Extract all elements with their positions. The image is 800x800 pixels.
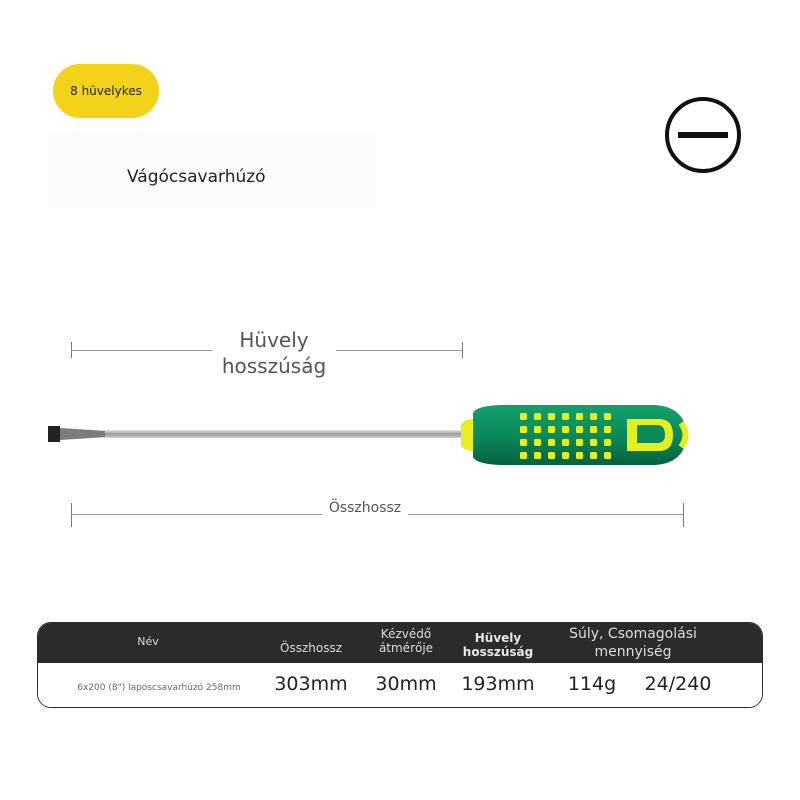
header-name: Név: [137, 635, 159, 648]
cell-weight: 114g: [567, 673, 617, 695]
screwdriver-shaft: [105, 430, 465, 438]
product-subtitle: Vágócsavarhúzó: [127, 167, 266, 187]
size-badge-label: 8 hüvelykes: [70, 84, 142, 98]
header-shaft-length: Hüvely hosszúság: [462, 631, 534, 659]
header-total-length: Összhossz: [280, 641, 342, 655]
total-length-label: Összhossz: [322, 500, 408, 516]
cell-pack: 24/240: [644, 673, 712, 695]
header-guard-diameter: Kézvédő átmérője: [378, 627, 434, 655]
size-badge: [53, 64, 159, 118]
shaft-length-label: Hüvely hosszúság: [212, 327, 336, 379]
spec-table: [37, 622, 763, 708]
slotted-screwdriver-head-icon: [664, 96, 742, 174]
cell-shaft-length: 193mm: [461, 673, 535, 695]
cell-guard-diameter: 30mm: [375, 673, 437, 695]
screwdriver-tip: [48, 426, 60, 442]
cell-total-length: 303mm: [274, 673, 348, 695]
total-dim-right-tick: [683, 503, 684, 527]
spec-table-header: [38, 623, 762, 663]
header-weight-pack: Súly, Csomagolási mennyiség: [569, 626, 697, 660]
cell-name: 6x200 (8") laposcsavarhúzó 258mm: [77, 683, 241, 693]
screwdriver-illustration: [45, 397, 745, 477]
shaft-dim-right-tick: [462, 342, 463, 358]
total-dim-left-tick: [71, 503, 72, 527]
spec-table-row: [38, 663, 762, 707]
